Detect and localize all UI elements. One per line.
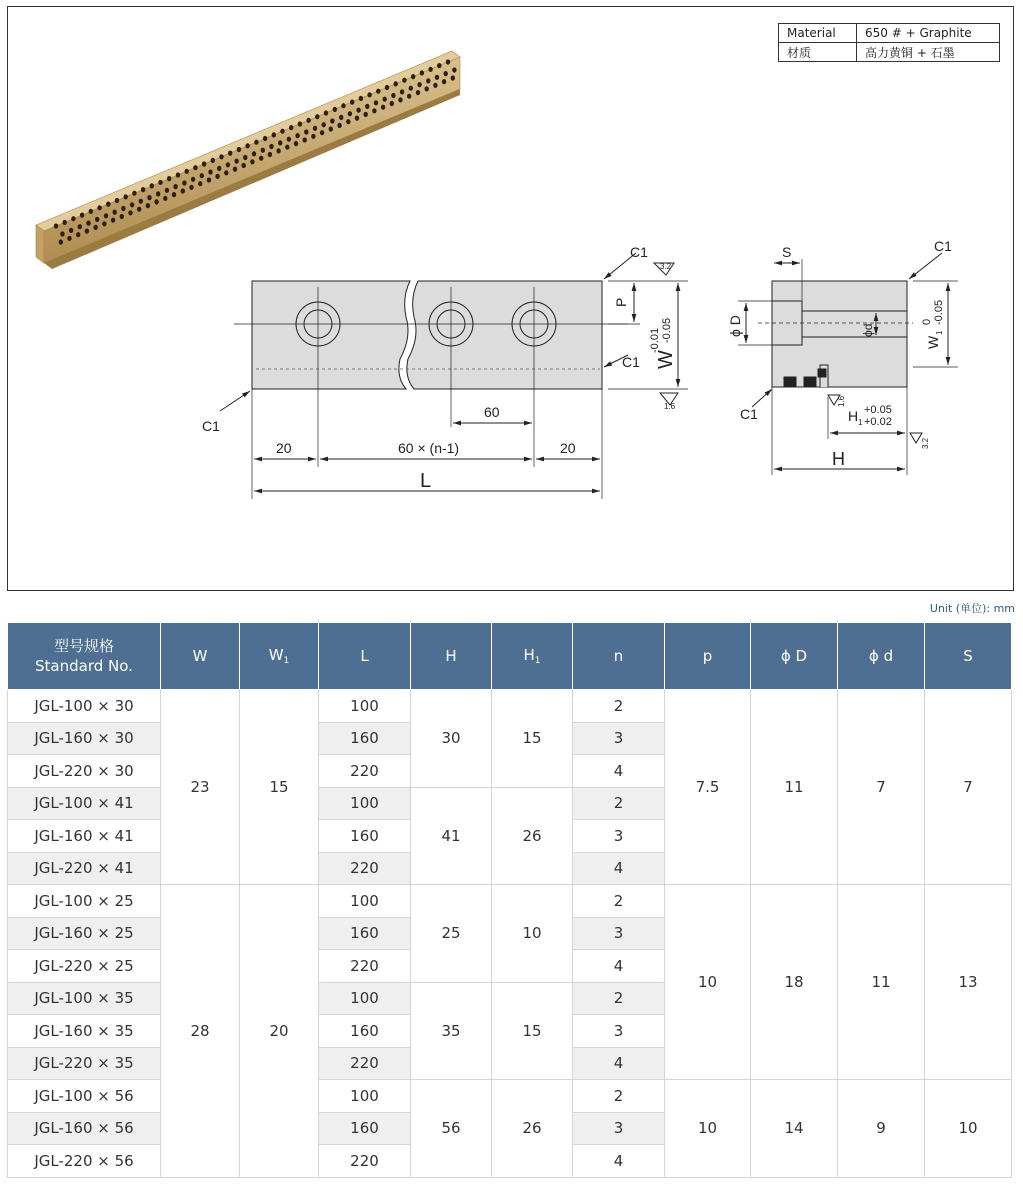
oil-hole <box>278 140 282 145</box>
oil-hole <box>60 231 64 236</box>
oil-hole <box>97 205 101 210</box>
oil-hole <box>391 93 395 98</box>
w1-label: W <box>925 335 941 349</box>
c1-label: C1 <box>740 406 758 422</box>
h-cell: 41 <box>411 787 492 885</box>
standard-no-cell: JGL-100 × 56 <box>8 1080 161 1113</box>
oil-hole <box>224 170 228 175</box>
oil-hole <box>411 74 415 79</box>
oil-hole <box>243 155 247 160</box>
oil-hole <box>150 183 154 188</box>
oil-hole <box>158 180 162 185</box>
dim-20-label: 20 <box>560 440 576 456</box>
spec-table <box>7 622 1012 1178</box>
l-cell: 100 <box>319 787 411 820</box>
oil-hole <box>128 210 132 215</box>
header-p: p <box>665 623 751 690</box>
oil-hole <box>139 199 143 204</box>
oil-hole <box>339 115 343 120</box>
oil-hole <box>124 194 128 199</box>
dim-60-label: 60 <box>484 404 500 420</box>
oil-hole <box>156 191 160 196</box>
oil-hole <box>121 206 125 211</box>
header-n: n <box>573 623 665 690</box>
phi-d-small-cell: 11 <box>838 885 925 1080</box>
oil-hole <box>228 151 232 156</box>
oil-hole <box>435 75 439 80</box>
oil-hole <box>215 174 219 179</box>
header-std-cn: 型号规格 <box>53 637 114 655</box>
oil-hole <box>383 97 387 102</box>
oil-hole <box>254 140 258 145</box>
w1-sub: 1 <box>935 330 944 335</box>
oil-hole <box>233 167 237 172</box>
h1-cell: 26 <box>492 1080 573 1178</box>
n-cell: 4 <box>573 1047 665 1080</box>
oil-hole <box>193 165 197 170</box>
oil-hole <box>294 141 298 146</box>
oil-hole <box>69 228 73 233</box>
oil-hole <box>173 184 177 189</box>
w-cell: 28 <box>161 885 240 1178</box>
header-w1-text: W <box>268 646 284 664</box>
header-phi-d-small: ϕ d <box>838 623 925 690</box>
s-label: S <box>782 244 792 260</box>
material-table <box>778 23 1000 62</box>
oil-hole <box>417 82 421 87</box>
oil-hole <box>182 180 186 185</box>
phi-d-small-label: ϕd <box>861 323 875 337</box>
material-value: 650 # + Graphite <box>857 24 1000 43</box>
l-cell: 220 <box>319 1047 411 1080</box>
phi-d-large-cell: 11 <box>751 690 838 885</box>
oil-hole <box>394 81 398 86</box>
oil-hole <box>272 132 276 137</box>
roughness-label: 1.6 <box>664 402 676 411</box>
material-row <box>779 43 1000 62</box>
standard-no-cell: JGL-220 × 56 <box>8 1145 161 1178</box>
n-cell: 3 <box>573 722 665 755</box>
oil-hole <box>322 122 326 127</box>
oil-hole <box>211 158 215 163</box>
oil-hole <box>250 159 254 164</box>
oil-hole <box>420 70 424 75</box>
w-tol-lower: -0.05 <box>661 317 673 343</box>
oil-hole <box>329 126 333 131</box>
oil-hole <box>400 89 404 94</box>
oil-hole <box>337 123 341 128</box>
oil-hole <box>76 232 80 237</box>
oil-hole <box>111 218 115 223</box>
standard-no-cell: JGL-100 × 25 <box>8 885 161 918</box>
h1-cell: 26 <box>492 787 573 885</box>
h1-tol-lower: +0.02 <box>864 416 892 428</box>
n-cell: 2 <box>573 1080 665 1113</box>
oil-hole <box>437 63 441 68</box>
c1-label: C1 <box>630 244 648 260</box>
oil-hole <box>54 223 58 228</box>
n-cell: 4 <box>573 852 665 885</box>
l-cell: 220 <box>319 755 411 788</box>
oil-hole <box>163 196 167 201</box>
oil-hole <box>385 85 389 90</box>
oil-hole <box>374 100 378 105</box>
oil-hole <box>137 207 141 212</box>
w-label: W <box>655 350 677 369</box>
oil-hole <box>390 101 394 106</box>
oil-hole <box>242 163 246 168</box>
l-cell: 160 <box>319 1015 411 1048</box>
oil-hole <box>93 225 97 230</box>
header-w: W <box>161 623 240 690</box>
header-h1-sub: 1 <box>534 656 541 666</box>
bar-illustration <box>36 51 460 269</box>
c1-label: C1 <box>934 238 952 254</box>
roughness-label: 3.2 <box>921 437 930 449</box>
technical-drawing <box>8 7 1015 592</box>
oil-hole <box>303 137 307 142</box>
standard-no-cell: JGL-100 × 41 <box>8 787 161 820</box>
dim-20-label: 20 <box>276 440 292 456</box>
oil-hole <box>268 152 272 157</box>
material-key: Material <box>779 24 857 43</box>
oil-hole <box>341 103 345 108</box>
oil-hole <box>147 195 151 200</box>
oil-hole <box>207 177 211 182</box>
oil-hole <box>276 148 280 153</box>
oil-hole <box>67 236 71 241</box>
oil-hole <box>85 229 89 234</box>
oil-hole <box>365 104 369 109</box>
standard-no-cell: JGL-220 × 41 <box>8 852 161 885</box>
oil-hole <box>165 188 169 193</box>
oil-hole <box>78 224 82 229</box>
phi-d-large-cell: 18 <box>751 885 838 1080</box>
oil-hole <box>311 134 315 139</box>
h1-cell: 15 <box>492 982 573 1080</box>
oil-hole <box>381 105 385 110</box>
l-cell: 220 <box>319 1145 411 1178</box>
header-s: S <box>925 623 1012 690</box>
oil-hole <box>402 78 406 83</box>
table-row <box>8 690 1012 723</box>
oil-hole <box>217 166 221 171</box>
oil-hole <box>259 156 263 161</box>
oil-hole <box>324 110 328 115</box>
oil-hole <box>295 133 299 138</box>
oil-hole <box>80 213 84 218</box>
oil-hole <box>444 71 448 76</box>
oil-hole <box>433 83 437 88</box>
l-cell: 100 <box>319 1080 411 1113</box>
header-l: L <box>319 623 411 690</box>
phi-d-large-cell: 14 <box>751 1080 838 1178</box>
h-cell: 56 <box>411 1080 492 1178</box>
s-cell: 13 <box>925 885 1012 1080</box>
oil-hole <box>263 136 267 141</box>
n-cell: 2 <box>573 690 665 723</box>
standard-no-cell: JGL-160 × 25 <box>8 917 161 950</box>
table-row <box>8 885 1012 918</box>
header-phi-d-large: ϕ D <box>751 623 838 690</box>
oil-hole <box>106 202 110 207</box>
front-view <box>220 253 688 499</box>
oil-hole <box>86 221 90 226</box>
oil-hole <box>102 221 106 226</box>
oil-hole <box>130 202 134 207</box>
oil-hole <box>407 94 411 99</box>
oil-hole <box>185 169 189 174</box>
standard-no-cell: JGL-160 × 35 <box>8 1015 161 1048</box>
l-cell: 220 <box>319 950 411 983</box>
oil-hole <box>252 151 256 156</box>
p-cell: 7.5 <box>665 690 751 885</box>
oil-hole <box>416 90 420 95</box>
header-row <box>8 623 1012 690</box>
standard-no-cell: JGL-220 × 35 <box>8 1047 161 1080</box>
oil-hole <box>113 210 117 215</box>
n-cell: 4 <box>573 1145 665 1178</box>
oil-hole <box>181 188 185 193</box>
l-cell: 100 <box>319 690 411 723</box>
oil-hole <box>71 216 75 221</box>
standard-no-cell: JGL-220 × 30 <box>8 755 161 788</box>
oil-hole <box>350 100 354 105</box>
phi-d-small-cell: 9 <box>838 1080 925 1178</box>
oil-hole <box>59 239 63 244</box>
oil-hole <box>442 79 446 84</box>
l-cell: 100 <box>319 982 411 1015</box>
h1-tol-upper: +0.05 <box>864 404 892 416</box>
h1-cell: 15 <box>492 690 573 788</box>
l-cell: 100 <box>319 885 411 918</box>
oil-hole <box>376 89 380 94</box>
w1-cell: 20 <box>240 885 319 1178</box>
n-cell: 3 <box>573 917 665 950</box>
oil-hole <box>398 97 402 102</box>
header-std-en: Standard No. <box>35 657 133 675</box>
p-label: P <box>613 297 629 307</box>
header-h1 <box>492 623 573 690</box>
material-value: 高力黄铜 + 石墨 <box>857 43 1000 62</box>
oil-hole <box>306 118 310 123</box>
oil-hole <box>451 75 455 80</box>
dim-l-label: L <box>420 470 432 492</box>
l-cell: 160 <box>319 1112 411 1145</box>
header-w1-sub: 1 <box>283 656 290 666</box>
oil-hole <box>176 172 180 177</box>
oil-hole <box>189 185 193 190</box>
oil-hole <box>167 176 171 181</box>
material-key: 材质 <box>779 43 857 62</box>
w1-tol-upper: 0 <box>921 318 933 325</box>
drawing-frame <box>7 6 1014 591</box>
oil-hole <box>132 191 136 196</box>
dim-pitch-label: 60 × (n-1) <box>398 440 460 456</box>
oil-hole <box>364 112 368 117</box>
oil-hole <box>359 96 363 101</box>
phi-d-large-label: ϕ D <box>727 315 743 337</box>
oil-hole <box>115 198 119 203</box>
oil-hole <box>200 173 204 178</box>
s-cell: 10 <box>925 1080 1012 1178</box>
oil-hole <box>425 86 429 91</box>
roughness-label: 1.6 <box>837 395 846 407</box>
standard-no-cell: JGL-100 × 30 <box>8 690 161 723</box>
n-cell: 2 <box>573 982 665 1015</box>
n-cell: 2 <box>573 787 665 820</box>
oil-hole <box>320 130 324 135</box>
oil-hole <box>304 129 308 134</box>
oil-hole <box>409 86 413 91</box>
oil-hole <box>280 129 284 134</box>
oil-hole <box>219 154 223 159</box>
h-cell: 25 <box>411 885 492 983</box>
oil-hole <box>63 220 67 225</box>
oil-hole <box>95 217 99 222</box>
oil-hole <box>367 92 371 97</box>
oil-hole <box>298 121 302 126</box>
n-cell: 2 <box>573 885 665 918</box>
oil-hole <box>226 162 230 167</box>
standard-no-cell: JGL-160 × 41 <box>8 820 161 853</box>
w-tol-upper: -0.01 <box>649 327 661 353</box>
oil-hole <box>356 108 360 113</box>
p-cell: 10 <box>665 1080 751 1178</box>
h-cell: 30 <box>411 690 492 788</box>
h1-cell: 10 <box>492 885 573 983</box>
oil-hole <box>154 199 158 204</box>
l-cell: 160 <box>319 820 411 853</box>
oil-hole <box>428 67 432 72</box>
c1-label: C1 <box>202 418 220 434</box>
l-cell: 160 <box>319 917 411 950</box>
n-cell: 3 <box>573 1015 665 1048</box>
unit-label: Unit (单位): mm <box>929 602 1015 615</box>
n-cell: 4 <box>573 755 665 788</box>
oil-hole <box>172 192 176 197</box>
oil-hole <box>208 169 212 174</box>
l-cell: 220 <box>319 852 411 885</box>
oil-hole <box>372 108 376 113</box>
standard-no-cell: JGL-160 × 56 <box>8 1112 161 1145</box>
oil-hole <box>330 118 334 123</box>
h-label: H <box>832 449 845 469</box>
oil-hole <box>315 114 319 119</box>
oil-hole <box>234 159 238 164</box>
header-h1-text: H <box>523 646 535 664</box>
oil-hole <box>269 144 273 149</box>
material-row <box>779 24 1000 43</box>
oil-hole <box>261 148 265 153</box>
c1-label: C1 <box>622 354 640 370</box>
w1-tol-lower: -0.05 <box>933 299 945 325</box>
oil-hole <box>287 137 291 142</box>
p-cell: 10 <box>665 885 751 1080</box>
oil-hole <box>198 181 202 186</box>
oil-hole <box>191 177 195 182</box>
phi-d-small-cell: 7 <box>838 690 925 885</box>
standard-no-cell: JGL-220 × 25 <box>8 950 161 983</box>
h-cell: 35 <box>411 982 492 1080</box>
oil-hole <box>104 213 108 218</box>
oil-hole <box>289 125 293 130</box>
table-row <box>8 1080 1012 1113</box>
header-h: H <box>411 623 492 690</box>
oil-hole <box>452 67 456 72</box>
oil-hole <box>333 107 337 112</box>
oil-hole <box>355 116 359 121</box>
oil-hole <box>146 203 150 208</box>
oil-hole <box>446 59 450 64</box>
oil-hole <box>89 209 93 214</box>
l-cell: 160 <box>319 722 411 755</box>
oil-hole <box>245 143 249 148</box>
roughness-label: 3.2 <box>660 262 672 271</box>
oil-hole <box>313 126 317 131</box>
oil-hole <box>202 161 206 166</box>
h1-label: H <box>848 408 859 424</box>
header-standard-no <box>8 623 161 690</box>
s-cell: 7 <box>925 690 1012 885</box>
header-w1 <box>240 623 319 690</box>
w-cell: 23 <box>161 690 240 885</box>
standard-no-cell: JGL-160 × 30 <box>8 722 161 755</box>
oil-hole <box>285 145 289 150</box>
n-cell: 3 <box>573 1112 665 1145</box>
oil-hole <box>426 78 430 83</box>
w1-cell: 15 <box>240 690 319 885</box>
oil-hole <box>346 119 350 124</box>
n-cell: 4 <box>573 950 665 983</box>
oil-hole <box>237 147 241 152</box>
h1-sub: 1 <box>858 418 863 427</box>
n-cell: 3 <box>573 820 665 853</box>
oil-hole <box>141 187 145 192</box>
oil-hole <box>348 111 352 116</box>
standard-no-cell: JGL-100 × 35 <box>8 982 161 1015</box>
oil-hole <box>120 214 124 219</box>
